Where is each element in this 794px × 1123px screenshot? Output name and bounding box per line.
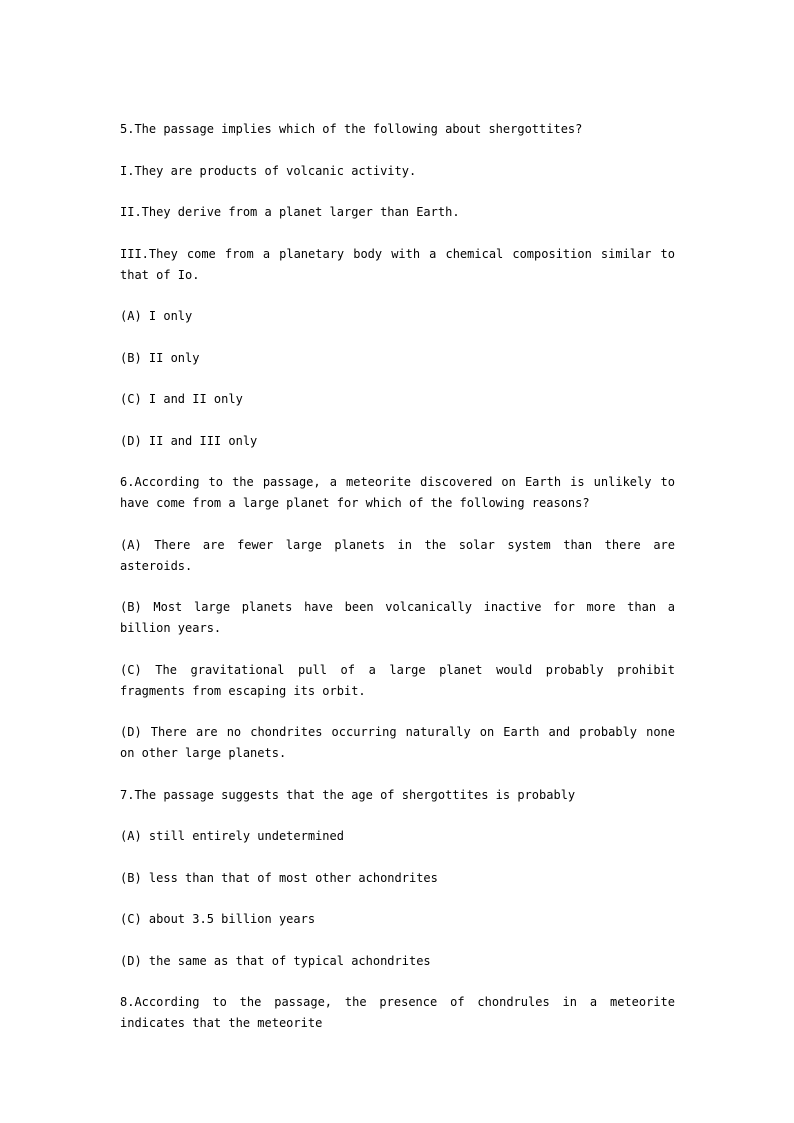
question-6-option-a: (A) There are fewer large planets in the solar system than there are asteroids. (120, 537, 675, 573)
question-5-option-b: (B) II only (120, 350, 200, 365)
document-page (120, 119, 675, 1055)
question-8-stem: 8.According to the passage, the presence of chondrules in a meteorite indicates that the meteorite (120, 995, 675, 1030)
question-7-option-d: (D) the same as that of typical achondrites (120, 953, 431, 968)
question-5-option-d: (D) II and III only (120, 433, 258, 448)
question-5-option-c: (C) I and II only (120, 392, 243, 406)
question-7-option-b: (B) less than that of most other achondrites (120, 870, 438, 885)
question-5-statement-3: III.They come from a planetary body with a chemical composition similar to that of Io. (120, 246, 675, 282)
question-6-option-d: (D) There are no chondrites occurring naturally on Earth and probably none on other large planets. (120, 725, 675, 760)
question-5-statement-1: I.They are products of volcanic activity. (120, 163, 417, 178)
question-7-option-c: (C) about 3.5 billion years (120, 912, 316, 926)
question-7-stem: 7.The passage suggests that the age of shergottites is probably (120, 787, 576, 802)
question-5-statement-2: II.They derive from a planet larger than Earth. (120, 205, 460, 219)
question-6-option-c: (C) The gravitational pull of a large planet would probably prohibit fragments from escaping its orbit. (120, 662, 675, 698)
question-5-stem: 5.The passage implies which of the following about shergottites? (120, 122, 583, 136)
question-6-option-b: (B) Most large planets have been volcanically inactive for more than a billion years. (120, 600, 675, 635)
question-6-stem: 6.According to the passage, a meteorite discovered on Earth is unlikely to have come from a large planet for which of the following reasons? (120, 475, 675, 510)
question-7-option-a: (A) still entirely undetermined (120, 829, 344, 843)
question-5-option-a: (A) I only (120, 309, 193, 323)
